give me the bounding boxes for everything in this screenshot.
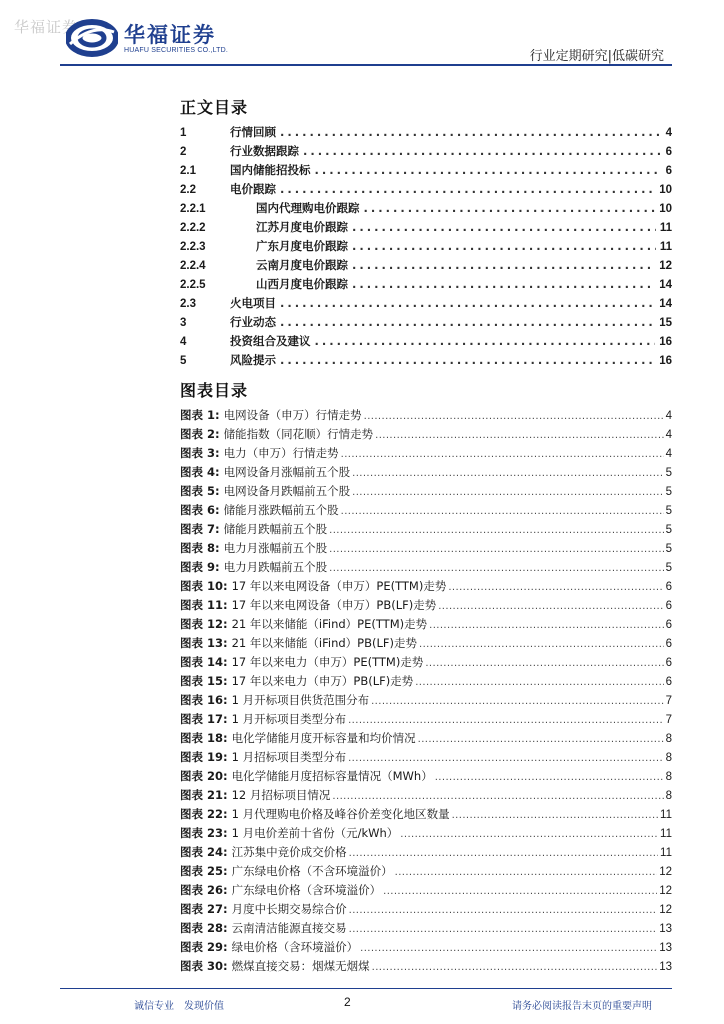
figure-entry-page: 5 [665,467,672,479]
toc-entry[interactable] [180,238,672,257]
figure-entry-title: 江苏集中竞价成交价格 [231,845,347,859]
toc-entry-page: 16 [659,336,672,348]
figure-entry-label: 图表 12: [180,617,228,631]
dot-leader [438,601,663,612]
toc-entry-page: 14 [659,298,672,310]
figure-entry-title: 储能指数（同花顺）行情走势 [223,427,374,441]
dot-leader [352,239,656,253]
toc-entry-title: 国内储能招投标 [230,163,311,177]
figure-entry-title: 广东绿电价格（不含环境溢价） [231,864,393,878]
footer-slogan: 诚信专业 发现价值 [134,1001,224,1012]
dot-leader [315,334,656,348]
figure-entry[interactable] [180,787,672,806]
dot-leader [364,411,664,422]
figure-entry-page: 6 [665,676,672,688]
dot-leader [352,258,655,272]
figure-entry[interactable] [180,559,672,578]
figure-entry-label: 图表 27: [180,902,228,916]
figure-entry[interactable] [180,863,672,882]
figure-entry-label: 图表 19: [180,750,228,764]
figure-entry[interactable] [180,445,672,464]
figure-entry-page: 8 [665,733,672,745]
figure-entry-page: 4 [665,410,672,422]
figure-entry-label: 图表 13: [180,636,228,650]
toc-entry[interactable] [180,181,672,200]
figure-entry[interactable] [180,521,672,540]
toc-entry-title: 风险提示 [230,353,276,367]
figure-entry-title: 1 月招标项目类型分布 [231,750,347,764]
figure-entry-page: 11 [660,809,672,821]
figure-entry-label: 图表 22: [180,807,228,821]
dot-leader [348,753,664,764]
figure-entry-page: 12 [659,885,672,897]
toc-entry-page: 15 [659,317,672,329]
figure-entry-title: 电力月跌幅前五个股 [223,560,328,574]
figure-entry-page: 13 [659,942,672,954]
dot-leader [400,829,658,840]
figure-entry-page: 8 [665,771,672,783]
figure-entry-label: 图表 3: [180,446,220,460]
toc-entry-number: 2.2.2 [180,222,206,234]
figure-entry-title: 月度中长期交易综合价 [231,902,347,916]
dot-leader [280,296,655,310]
figure-entry-page: 8 [665,752,672,764]
figure-entry[interactable] [180,540,672,559]
toc-entry[interactable] [180,124,672,143]
dot-leader [280,182,655,196]
figure-entry-label: 图表 23: [180,826,228,840]
toc-entry[interactable] [180,314,672,333]
figure-entry-title: 储能月跌幅前五个股 [223,522,328,536]
figure-entry-label: 图表 21: [180,788,228,802]
figure-entry-title: 21 年以来储能（iFind）PE(TTM)走势 [231,617,428,631]
figure-entry-label: 图表 17: [180,712,228,726]
figure-entry-label: 图表 18: [180,731,228,745]
huafu-logo-icon [66,18,118,58]
figure-entry[interactable] [180,901,672,920]
figure-entry-title: 1 月代理购电价格及峰谷价差变化地区数量 [231,807,450,821]
toc-entry-page: 11 [659,222,672,234]
toc-entry-number: 2 [180,146,187,158]
dot-leader [395,867,658,878]
figure-entry-page: 12 [659,866,672,878]
dot-leader [280,125,662,139]
figure-entry-title: 燃煤直接交易：烟煤无烟煤 [231,959,370,973]
figure-entry-page: 6 [665,619,672,631]
toc-entry-page: 11 [659,241,672,253]
toc-entry-number: 2.2.3 [180,241,206,253]
toc-entry-title: 电价跟踪 [230,182,276,196]
toc-entry-number: 2.2 [180,184,196,196]
dot-leader [371,696,664,707]
figure-entry-label: 图表 26: [180,883,228,897]
figure-entry-label: 图表 29: [180,940,228,954]
figure-entry[interactable] [180,654,672,673]
toc-entry[interactable] [180,162,672,181]
page-number: 2 [344,995,351,1009]
figure-entry[interactable] [180,502,672,521]
toc-entry-title: 火电项目 [230,296,276,310]
toc-entry-number: 5 [180,355,187,367]
toc-entry-number: 2.1 [180,165,196,177]
toc-entry-page: 10 [659,184,672,196]
toc-entry[interactable] [180,200,672,219]
dot-leader [375,430,663,441]
toc-entry-page: 10 [659,203,672,215]
toc-entry[interactable] [180,333,672,352]
toc-entry-number: 4 [180,336,187,348]
figure-entry-title: 电化学储能月度开标容量和均价情况 [231,731,416,745]
dot-leader [332,791,663,802]
dot-leader [419,639,664,650]
toc-entry-page: 6 [665,165,672,177]
figure-entry-page: 4 [665,429,672,441]
figure-entry[interactable] [180,407,672,426]
figure-entry-label: 图表 10: [180,579,228,593]
figure-entry-label: 图表 9: [180,560,220,574]
figure-entry-label: 图表 11: [180,598,228,612]
figure-entry-page: 5 [665,562,672,574]
figure-entry-label: 图表 15: [180,674,228,688]
dot-leader [352,468,663,479]
dot-leader [341,449,664,460]
figure-entry[interactable] [180,483,672,502]
figure-entry-title: 电力月涨幅前五个股 [223,541,328,555]
watermark: 华福证券 [14,18,79,36]
figure-entry[interactable] [180,882,672,901]
figure-entry-title: 绿电价格（含环境溢价） [231,940,359,954]
dot-leader [315,163,662,177]
figure-entry-page: 7 [665,714,672,726]
figure-entry[interactable] [180,768,672,787]
figure-entry-label: 图表 30: [180,959,228,973]
logo-cn-text: 华福证券 [124,23,216,47]
figure-entry[interactable] [180,749,672,768]
figure-entry-page: 12 [659,904,672,916]
figure-entry-title: 17 年以来电网设备（申万）PE(TTM)走势 [231,579,447,593]
dot-leader [418,734,664,745]
figure-entry-label: 图表 8: [180,541,220,555]
dot-leader [303,144,662,158]
toc-entry-title: 国内代理购电价跟踪 [256,201,360,215]
toc-entry-number: 3 [180,317,187,329]
figure-entry-label: 图表 24: [180,845,228,859]
header-divider [60,64,672,66]
toc-entry-page: 6 [665,146,672,158]
figure-entry-title: 21 年以来储能（iFind）PB(LF)走势 [231,636,417,650]
dot-leader [349,924,658,935]
dot-leader [372,962,658,973]
figure-entry-label: 图表 7: [180,522,220,536]
figure-entry-label: 图表 5: [180,484,220,498]
toc-entry[interactable] [180,257,672,276]
figure-entry[interactable] [180,578,672,597]
figure-entry-label: 图表 16: [180,693,228,707]
figure-entry[interactable] [180,426,672,445]
toc-entry-number: 2.2.1 [180,203,206,215]
report-category: 行业定期研究|低碳研究 [529,49,664,64]
figure-entry[interactable] [180,616,672,635]
toc-entry-title: 云南月度电价跟踪 [256,258,348,272]
dot-leader [329,544,663,555]
footer-divider [60,988,672,989]
dot-leader [352,220,656,234]
figure-entry-page: 8 [665,790,672,802]
dot-leader [415,677,663,688]
figure-entry-page: 13 [659,961,672,973]
figure-entry-title: 电网设备月涨幅前五个股 [223,465,351,479]
dot-leader [352,277,655,291]
figure-entry-label: 图表 20: [180,769,228,783]
figure-entry[interactable] [180,825,672,844]
figure-entry-label: 图表 4: [180,465,220,479]
figure-entry-label: 图表 1: [180,408,220,422]
toc-entry[interactable] [180,219,672,238]
figure-entry-title: 17 年以来电力（申万）PB(LF)走势 [231,674,414,688]
toc-entry-page: 14 [659,279,672,291]
toc-entry-title: 江苏月度电价跟踪 [256,220,348,234]
dot-leader [364,201,656,215]
figure-entry-page: 7 [665,695,672,707]
toc-entry-title: 行情回顾 [230,125,276,139]
dot-leader [348,715,664,726]
figure-entry[interactable] [180,673,672,692]
figure-entry-page: 5 [665,505,672,517]
figure-entry[interactable] [180,711,672,730]
dot-leader [349,905,658,916]
figure-entry-page: 11 [660,828,672,840]
figure-entry-page: 6 [665,581,672,593]
figure-list [180,407,672,977]
footer-disclaimer: 请务必阅读报告末页的重要声明 [512,1001,652,1012]
toc-entry-number: 2.3 [180,298,196,310]
dot-leader [429,620,663,631]
dot-leader [329,563,663,574]
figure-entry-title: 12 月招标项目情况 [231,788,331,802]
toc-entry-title: 行业数据跟踪 [230,144,299,158]
table-of-contents [180,124,672,371]
figure-entry-label: 图表 6: [180,503,220,517]
toc-entry-page: 16 [659,355,672,367]
figure-list-heading: 图表目录 [180,381,249,400]
dot-leader [425,658,663,669]
toc-entry[interactable] [180,295,672,314]
figure-entry-page: 5 [665,543,672,555]
figure-entry-label: 图表 28: [180,921,228,935]
figure-entry-label: 图表 2: [180,427,220,441]
dot-leader [435,772,664,783]
figure-entry-title: 电网设备月跌幅前五个股 [223,484,351,498]
dot-leader [280,353,655,367]
figure-entry[interactable] [180,806,672,825]
figure-entry-title: 电化学储能月度招标容量情况（MWh） [231,769,433,783]
figure-entry[interactable] [180,597,672,616]
figure-entry[interactable] [180,958,672,977]
figure-entry[interactable] [180,692,672,711]
toc-entry-title: 行业动态 [230,315,276,329]
figure-entry-page: 5 [665,524,672,536]
figure-entry-title: 1 月电价差前十省份（元/kWh） [231,826,399,840]
dot-leader [349,848,658,859]
toc-entry[interactable] [180,143,672,162]
figure-entry-title: 储能月涨跌幅前五个股 [223,503,339,517]
toc-entry-title: 广东月度电价跟踪 [256,239,348,253]
dot-leader [280,315,655,329]
figure-entry-page: 6 [665,638,672,650]
dot-leader [448,582,663,593]
figure-entry-page: 11 [660,847,672,859]
toc-entry-number: 2.2.4 [180,260,206,272]
figure-entry-title: 云南清洁能源直接交易 [231,921,347,935]
dot-leader [352,487,663,498]
figure-entry[interactable] [180,464,672,483]
figure-entry-title: 1 月开标项目类型分布 [231,712,347,726]
toc-entry[interactable] [180,276,672,295]
figure-entry-page: 5 [665,486,672,498]
figure-entry-page: 13 [659,923,672,935]
figure-entry[interactable] [180,939,672,958]
dot-leader [452,810,658,821]
figure-entry[interactable] [180,920,672,939]
figure-entry-page: 6 [665,657,672,669]
figure-entry-label: 图表 14: [180,655,228,669]
toc-heading: 正文目录 [180,98,249,117]
dot-leader [329,525,663,536]
toc-entry-title: 投资组合及建议 [230,334,311,348]
toc-entry-number: 1 [180,127,187,139]
figure-entry-title: 广东绿电价格（含环境溢价） [231,883,382,897]
company-logo [66,16,246,60]
toc-entry-number: 2.2.5 [180,279,206,291]
toc-entry[interactable] [180,352,672,371]
dot-leader [360,943,657,954]
figure-entry-title: 17 年以来电网设备（申万）PB(LF)走势 [231,598,437,612]
logo-en-text: HUAFU SECURITIES CO.,LTD. [124,47,229,54]
figure-entry[interactable] [180,730,672,749]
figure-entry-title: 电网设备（申万）行情走势 [223,408,362,422]
toc-entry-page: 4 [665,127,672,139]
toc-entry-page: 12 [659,260,672,272]
figure-entry-title: 1 月开标项目供货范围分布 [231,693,370,707]
figure-entry-page: 4 [665,448,672,460]
figure-entry[interactable] [180,635,672,654]
figure-entry[interactable] [180,844,672,863]
dot-leader [341,506,664,517]
dot-leader [383,886,657,897]
figure-entry-title: 17 年以来电力（申万）PE(TTM)走势 [231,655,424,669]
figure-entry-label: 图表 25: [180,864,228,878]
figure-entry-page: 6 [665,600,672,612]
toc-entry-title: 山西月度电价跟踪 [256,277,348,291]
figure-entry-title: 电力（申万）行情走势 [223,446,339,460]
